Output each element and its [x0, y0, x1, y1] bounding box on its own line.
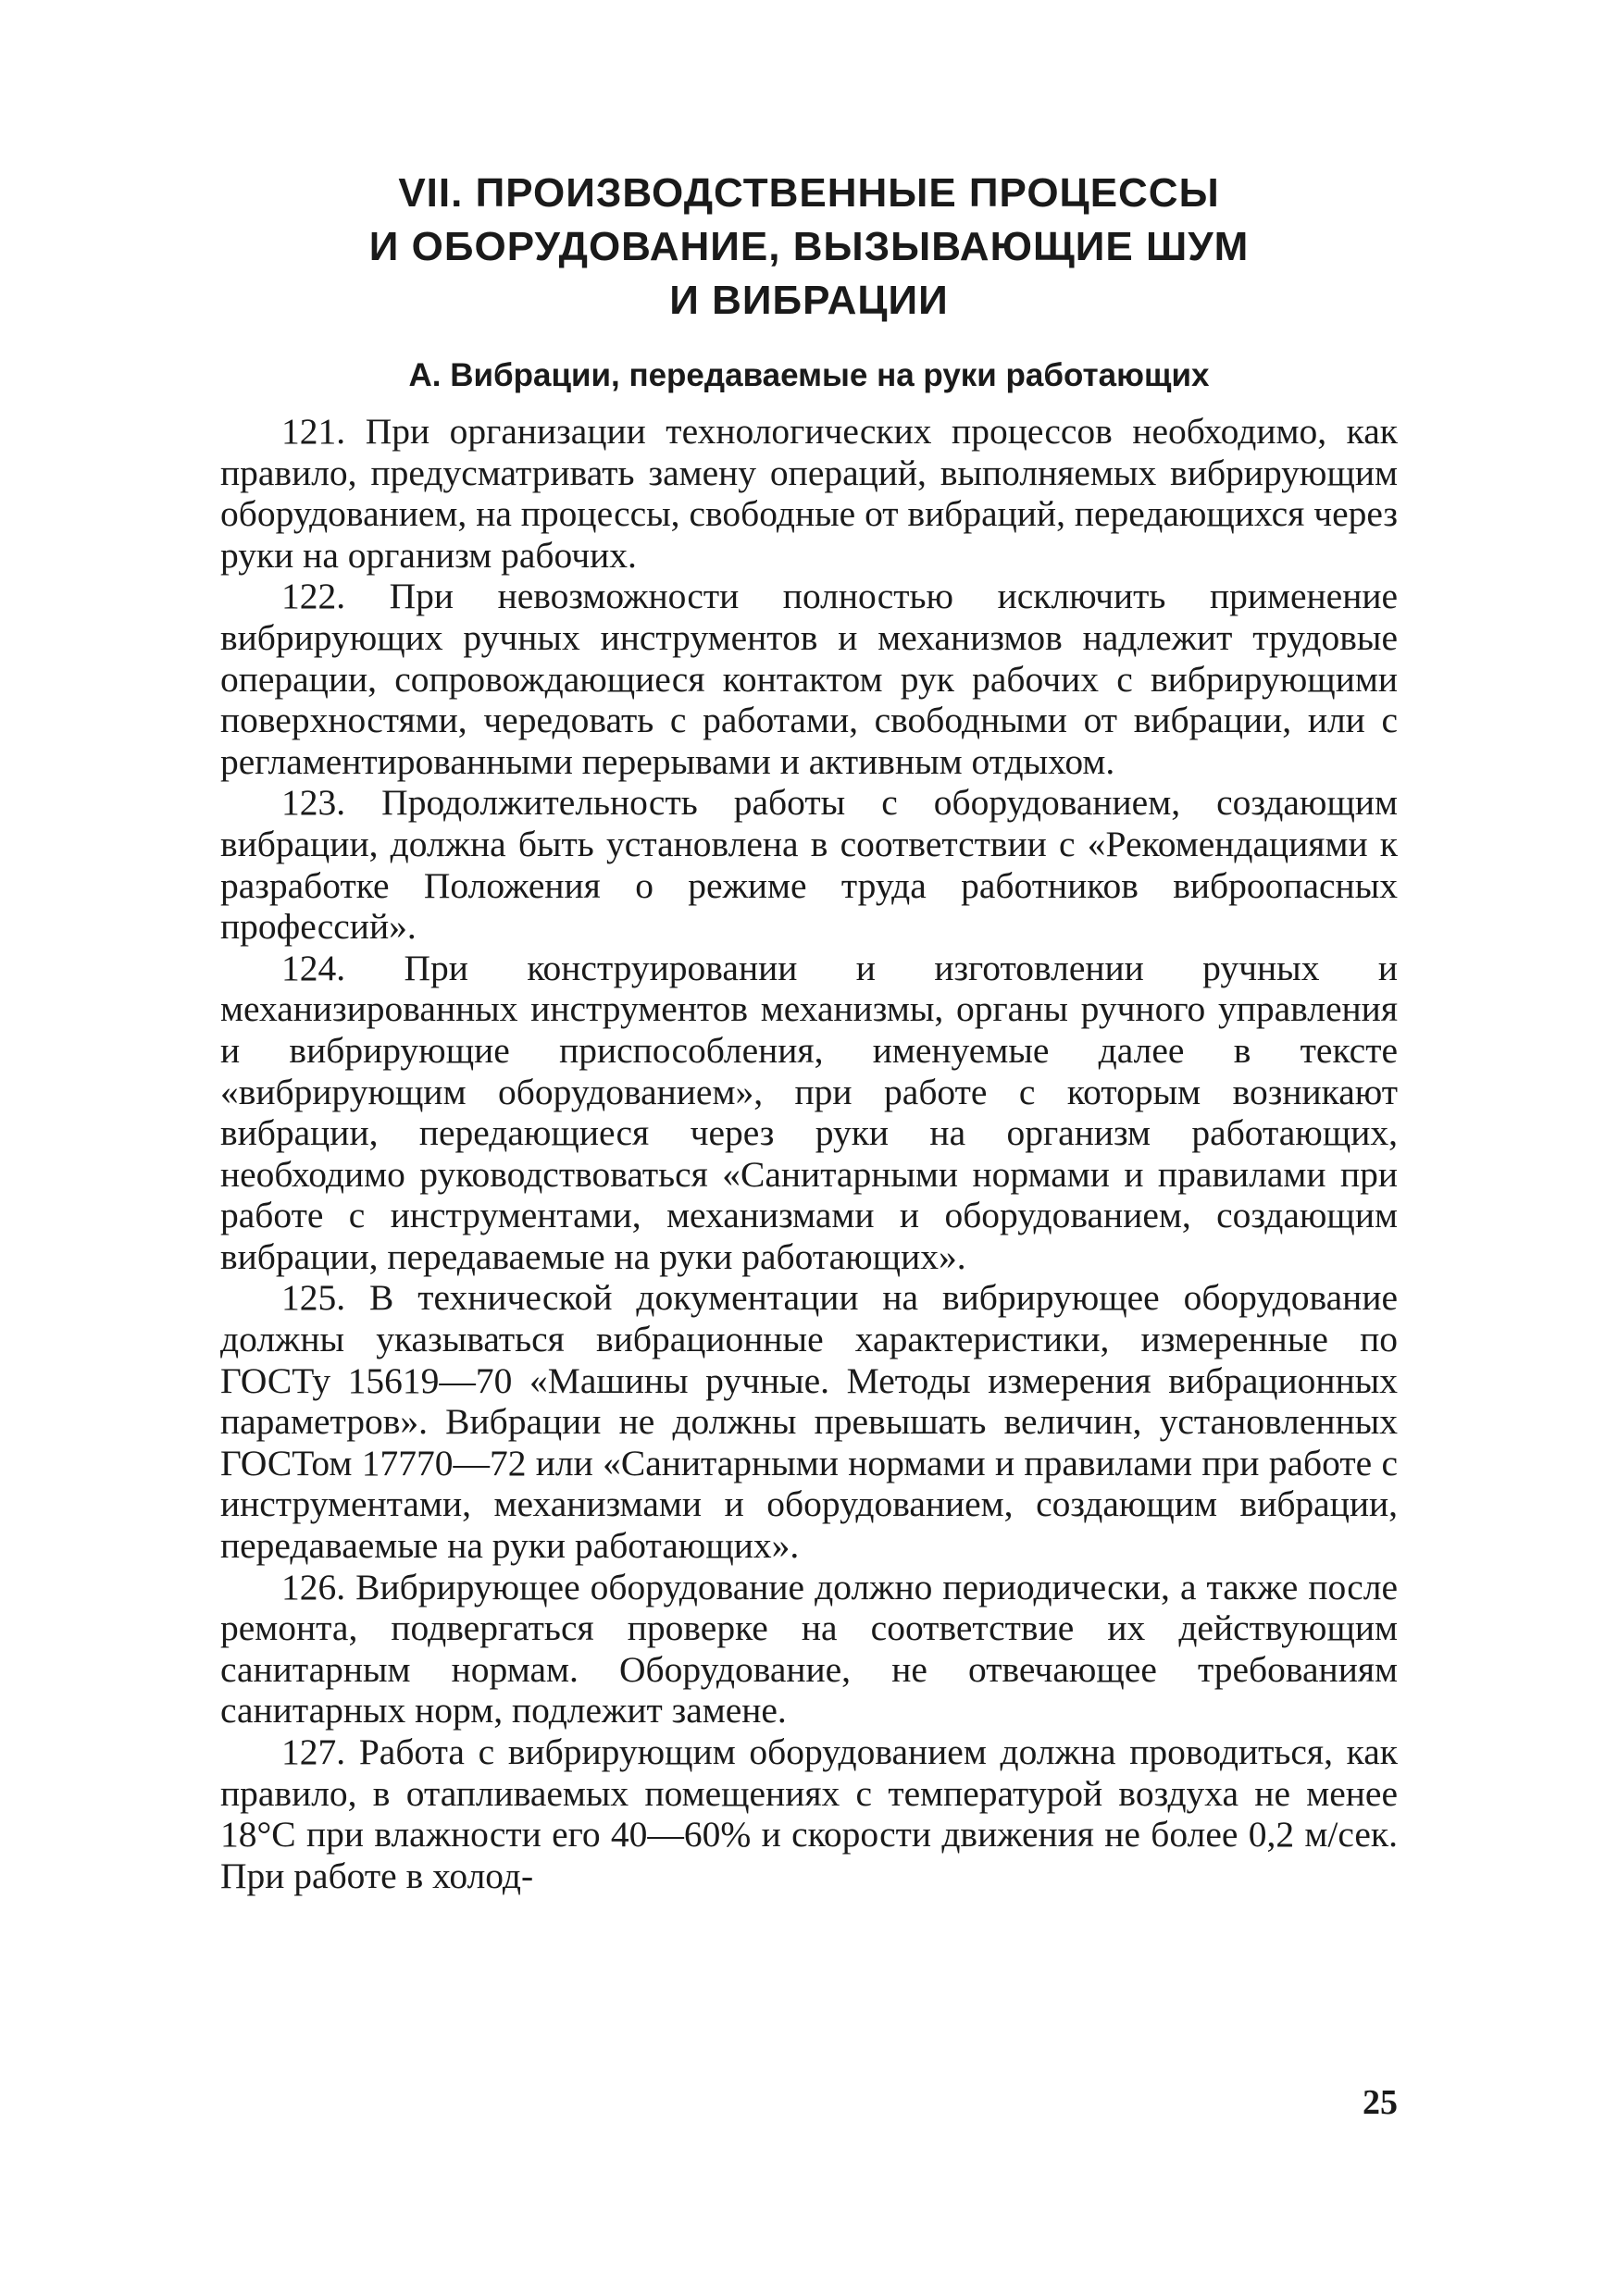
paragraph-122: 122. При невозможности полностью исключить применение вибрирующих ручных инструментов и механизмов надлежит трудовые операции, сопровождающиеся контактом рук рабочих с вибрирующими поверхностями, чередовать с работами, свободными от вибрации, или с регламентированными перерывами и активным отдыхом.: [220, 576, 1398, 782]
paragraph-123: 123. Продолжительность работы с оборудованием, создающим вибрации, должна быть установлена в соответствии с «Рекомендациями к разработке Положения о режиме труда работников виброопасных профессий».: [220, 782, 1398, 948]
chapter-title: [220, 167, 1398, 328]
paragraph-125: 125. В технической документации на вибрирующее оборудование должны указываться вибрационные характеристики, измеренные по ГОСТу 15619—70 «Машины ручные. Методы измерения вибрационных параметров». Вибрации не должны превышать величин, установленных ГОСТом 17770—72 или «Санитарными нормами и правилами при работе с инструментами, механизмами и оборудованием, создающим вибрации, передаваемые на руки работающих».: [220, 1277, 1398, 1567]
section-title: А. Вибрации, передаваемые на руки работающих: [408, 357, 1210, 393]
chapter-title-line-2: И ОБОРУДОВАНИЕ, ВЫЗЫВАЮЩИЕ ШУМ: [368, 224, 1250, 269]
paragraph-124: 124. При конструировании и изготовлении ручных и механизированных инструментов механизмы, органы ручного управления и вибрирующие приспособления, именуемые далее в тексте «вибрирующим оборудованием», при работе с которым возникают вибрации, передающиеся через руки на организм работающих, необходимо руководствоваться «Санитарными нормами и правилами при работе с инструментами, механизмами и оборудованием, создающим вибрации, передаваемые на руки работающих».: [220, 947, 1398, 1277]
chapter-title-line-1: VII. ПРОИЗВОДСТВЕННЫЕ ПРОЦЕССЫ: [398, 170, 1220, 216]
paragraph-126: 126. Вибрирующее оборудование должно периодически, а также после ремонта, подвергаться проверке на соответствие их действующим санитарным нормам. Оборудование, не отвечающее требованиям санитарных норм, подлежит замене.: [220, 1566, 1398, 1731]
page-text-block: [220, 167, 1398, 1896]
page-number: 25: [1363, 2083, 1398, 2122]
paragraph-127: 127. Работа с вибрирующим оборудованием должна проводиться, как правило, в отапливаемых помещениях с температурой воздуха не менее 18°С при влажности его 40—60% и скорости движения не более 0,2 м/сек. При работе в холод-: [220, 1731, 1398, 1896]
paragraph-121: 121. При организации технологических процессов необходимо, как правило, предусматривать замену операций, выполняемых вибрирующим оборудованием, на процессы, свободные от вибраций, передающихся через руки на организм рабочих.: [220, 411, 1398, 576]
chapter-title-line-3: И ВИБРАЦИИ: [669, 278, 949, 323]
